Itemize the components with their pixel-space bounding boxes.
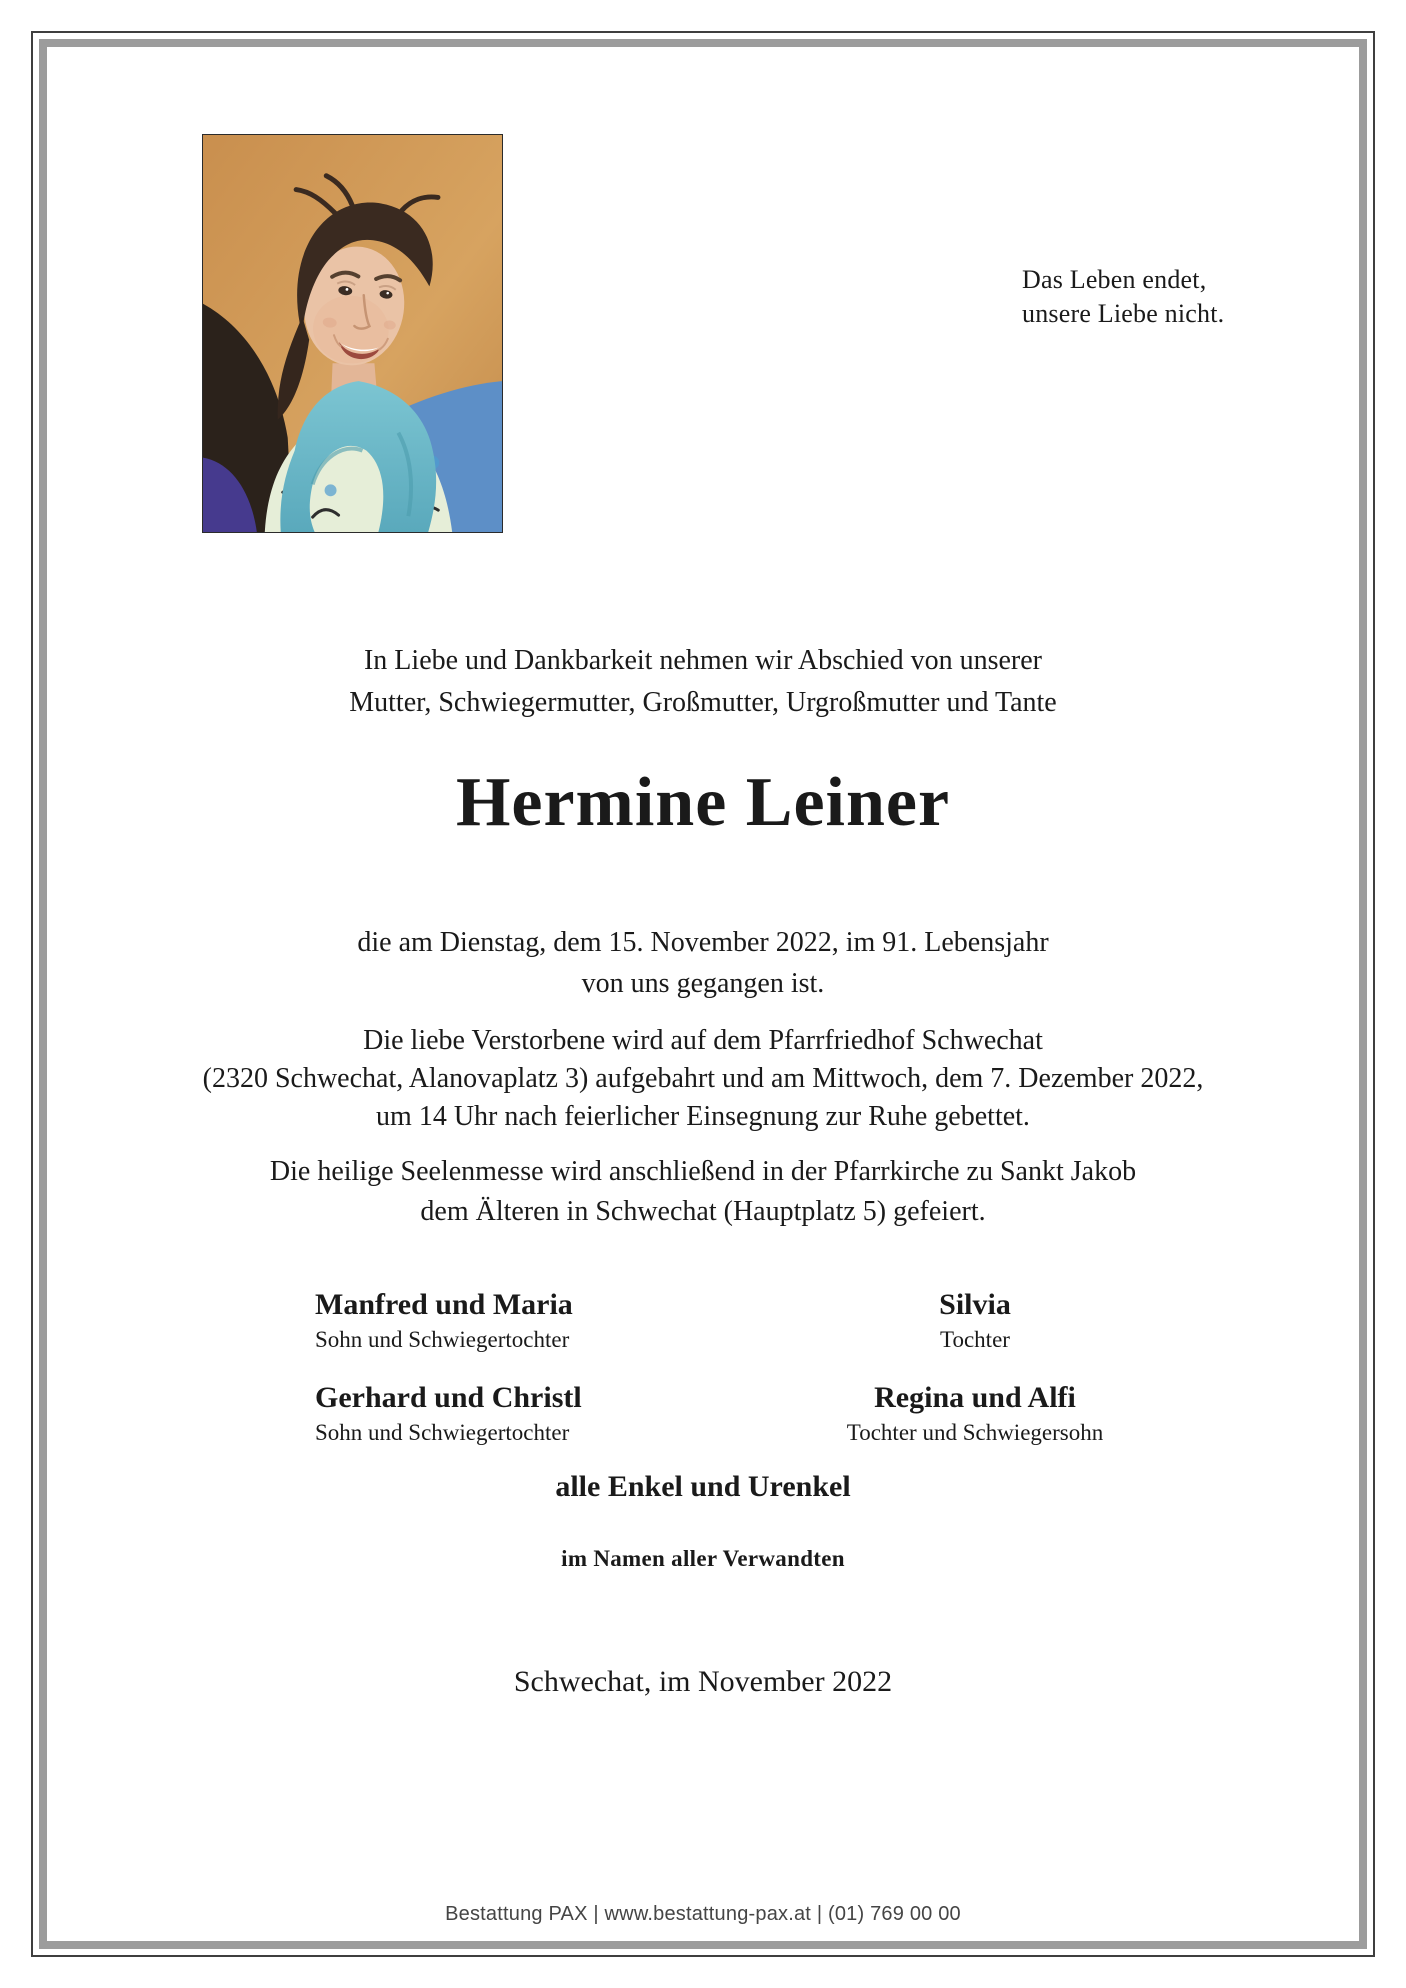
mourners-list	[315, 1288, 1195, 1448]
intro-line1: In Liebe und Dankbarkeit nehmen wir Abschied von unserer	[363, 645, 1042, 676]
burial-info-line2: (2320 Schwechat, Alanovaplatz 3) aufgebahrt und am Mittwoch, dem 7. Dezember 2022,	[202, 1063, 1204, 1094]
mourner-relation: Sohn und Schwiegertochter	[315, 1420, 570, 1445]
portrait-photo-illustration	[203, 135, 502, 532]
mourner-name: Regina und Alfi	[874, 1381, 1076, 1414]
deceased-name: Hermine Leiner	[455, 764, 951, 841]
on-behalf-line: im Namen aller Verwandten	[561, 1546, 845, 1571]
mass-info-line2: dem Älteren in Schwechat (Hauptplatz 5) gefeiert.	[420, 1196, 986, 1227]
memorial-quote-line2: unsere Liebe nicht.	[1022, 299, 1225, 328]
burial-info	[48, 1022, 1358, 1136]
mourner-entry	[315, 1288, 755, 1355]
death-info-line1: die am Dienstag, dem 15. November 2022, im 91. Lebensjahr	[357, 927, 1049, 958]
burial-info-line3: um 14 Uhr nach feierlicher Einsegnung zur Ruhe gebettet.	[376, 1101, 1030, 1132]
mourner-entry	[315, 1381, 755, 1448]
grandchildren-line: alle Enkel und Urenkel	[555, 1470, 851, 1503]
mourner-name: Manfred und Maria	[315, 1288, 573, 1321]
memorial-quote-line1: Das Leben endet,	[1022, 265, 1207, 294]
mass-info	[48, 1152, 1358, 1232]
place-date-line: Schwechat, im November 2022	[513, 1665, 893, 1698]
mourner-name: Silvia	[939, 1288, 1011, 1321]
mass-info-line1: Die heilige Seelenmesse wird anschließend in der Pfarrkirche zu Sankt Jakob	[269, 1156, 1137, 1187]
mourner-name: Gerhard und Christl	[315, 1381, 582, 1414]
mourner-relation: Tochter und Schwiegersohn	[846, 1420, 1104, 1445]
funeral-home-footer: Bestattung PAX | www.bestattung-pax.at | (01) 769 00 00	[445, 1903, 961, 1925]
intro-line2: Mutter, Schwiegermutter, Großmutter, Urgroßmutter und Tante	[349, 687, 1057, 718]
death-info-line2: von uns gegangen ist.	[581, 968, 825, 999]
mourner-relation: Tochter	[940, 1327, 1010, 1352]
death-info	[48, 922, 1358, 1004]
mourner-relation: Sohn und Schwiegertochter	[315, 1327, 570, 1352]
memorial-quote	[1022, 263, 1224, 331]
mourner-entry	[755, 1288, 1195, 1355]
portrait-photo	[202, 134, 503, 533]
mourner-entry	[755, 1381, 1195, 1448]
intro-text	[48, 640, 1358, 724]
burial-info-line1: Die liebe Verstorbene wird auf dem Pfarrfriedhof Schwechat	[363, 1025, 1043, 1056]
